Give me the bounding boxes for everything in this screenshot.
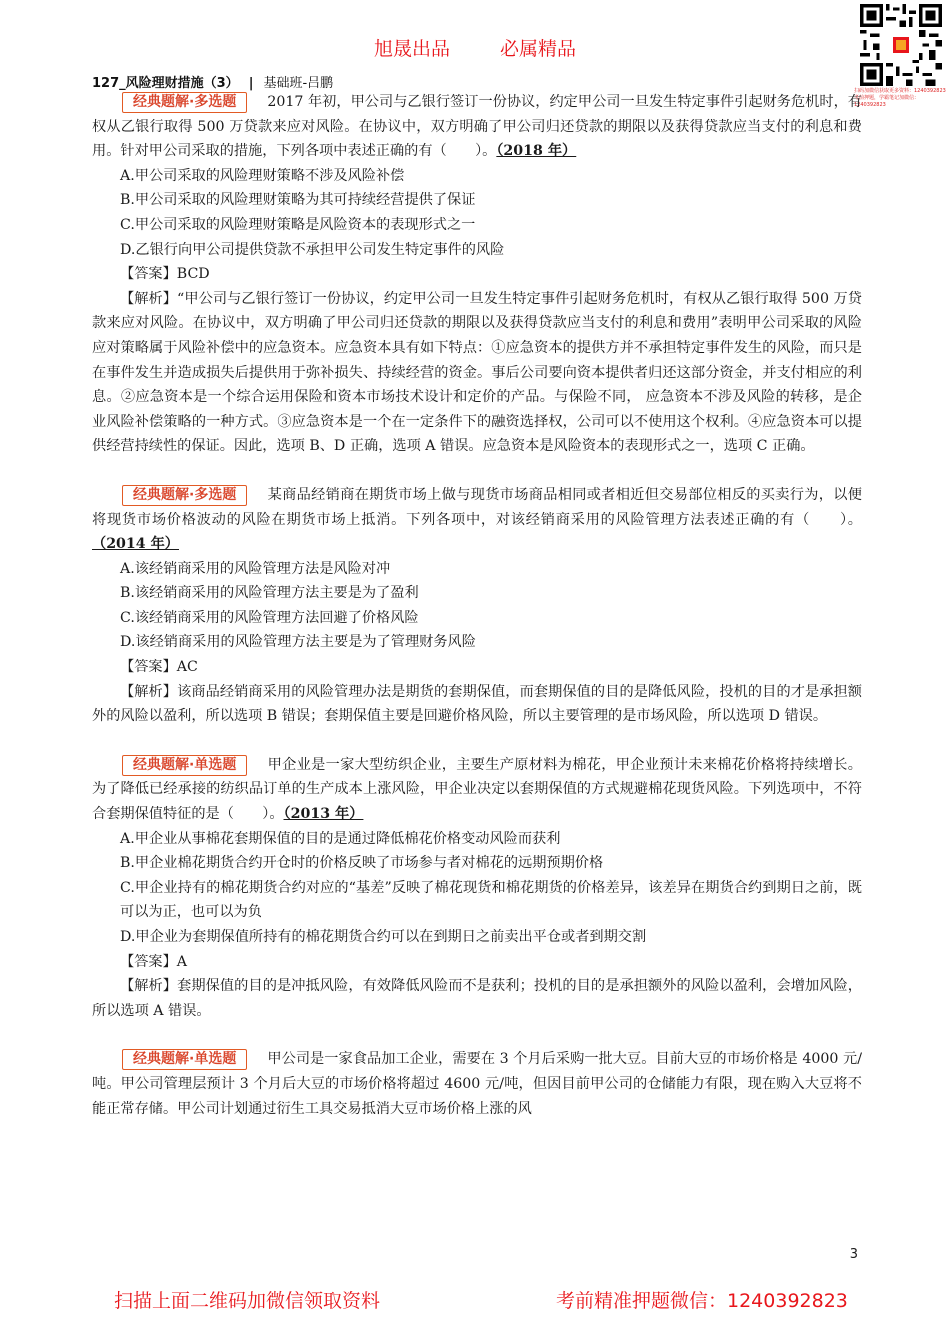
analysis-text: 【解析】“甲公司与乙银行签订一份协议，约定甲公司一旦发生特定事件引起财务危机时，有权从乙银行取得 500 万贷款来应对风险。在协议中，双方明确了甲公司归还贷款的期限以及获得贷款应当支付的利息和费用”表明甲公司采取的风险应对策略属于风险补偿中的应急资本。应急资本具有如下特点：①应急资本的提供方并不承担特定事件发生的风险，而只是在事件发生并造成损失后提供用于弥补损失、持续经营的资金。事后公司要向资本提供者归还这部分资金，并支付相应的利息。②应急资本是一个综合运用保险和资本市场技术设计和定价的产品。与保险不同， 应急资本不涉及风险的转移，是企业风险补偿策略的一种方式。③应急资本是一个在一定条件下的融资选择权，公司可以不使用这个权利。④应急资本可以提供经营持续性的保证。因此，选项 B、D 正确，选项 A 错误。应急资本是风险资本的表现形式之一，选项 C 正确。 [92, 290, 862, 455]
question-year: （2013 年） [283, 806, 364, 823]
question-stem: 经典题解·单选题 甲企业是一家大型纺织企业，主要生产原材料为棉花，甲企业预计未来棉花价格将持续增长。为了降低已经承接的纺织品订单的生产成本上涨风险，甲企业决定以套期保值的方式规避棉花现货风险。下列选项中，不符合套期保值特征的是（ ）。（2013 年） [92, 756, 862, 823]
question-block [92, 1047, 862, 1121]
option-item: C.甲公司采取的风险理财策略是风险资本的表现形式之一 [120, 216, 476, 233]
option-item: D.乙银行向甲公司提供贷款不承担甲公司发生特定事件的风险 [120, 241, 505, 258]
question-tag: 经典题解·单选题 [122, 755, 247, 776]
question-tag: 经典题解·单选题 [122, 1049, 247, 1070]
page-header [92, 72, 333, 91]
question-stem: 经典题解·多选题 某商品经销商在期货市场上做与现货市场商品相同或者相近但交易部位相反的买卖行为，以便将现货市场价格波动的风险在期货市场上抵消。下列各项中，对该经销商采用的风险管理方法表述正确的有（ ）。（2014 年） [92, 486, 862, 553]
analysis-text: 【解析】套期保值的目的是冲抵风险，有效降低风险而不是获利；投机的目的是承担额外的风险以盈利，会增加风险，所以选项 A 错误。 [92, 978, 862, 1019]
document-body [92, 90, 862, 1121]
qr-note: 扫码加微信获取更多资料：1240392823 考前押题，学霸笔记加微信：1240392823 [854, 88, 946, 108]
question-tag: 经典题解·多选题 [122, 485, 247, 506]
answer-line: 【答案】AC [120, 659, 198, 676]
option-item: A.甲企业从事棉花套期保值的目的是通过降低棉花价格变动风险而获利 [120, 830, 561, 847]
option-item: C.甲企业持有的棉花期货合约对应的“基差”反映了棉花现货和棉花期货的价格差异，该差异在期货合约到期日之前，既可以为正，也可以为负 [120, 879, 862, 921]
option-item: D.该经销商采用的风险管理方法主要是为了管理财务风险 [120, 634, 476, 651]
option-item: D.甲企业为套期保值所持有的棉花期货合约可以在到期日之前卖出平仓或者到期交割 [120, 929, 647, 945]
question-stem: 经典题解·单选题 甲公司是一家食品加工企业，需要在 3 个月后采购一批大豆。目前大豆的市场价格是 4000 元/吨。甲公司管理层预计 3 个月后大豆的市场价格将超过 4600 元/吨，但因目前甲公司的仓储能力有限，现在购入大豆将不能正常存储。甲公司计划通过衍生工具交易抵消大豆市场价格上涨的风 [92, 1051, 862, 1117]
page-number: 3 [849, 1247, 858, 1262]
lesson-title: 127_风险理财措施（3） [92, 76, 239, 91]
answer-line: 【答案】A [120, 953, 187, 970]
option-item: A.甲公司采取的风险理财策略不涉及风险补偿 [120, 167, 405, 184]
question-block [92, 753, 862, 1024]
option-item: B.甲公司采取的风险理财策略为其可持续经营提供了保证 [120, 192, 476, 209]
header-separator: | [248, 76, 254, 91]
footer-left-text: 扫描上面二维码加微信领取资料 [114, 1290, 381, 1312]
option-item: C.该经销商采用的风险管理方法回避了价格风险 [120, 609, 419, 626]
answer-line: 【答案】BCD [120, 266, 210, 283]
question-tag: 经典题解·多选题 [122, 92, 247, 113]
question-block [92, 90, 862, 459]
question-stem: 经典题解·多选题 2017 年初，甲公司与乙银行签订一份协议，约定甲公司一旦发生特定事件引起财务危机时，有权从乙银行取得 500 万贷款来应对风险。在协议中，双方明确了甲公司归还贷款的期限以及获得贷款应当支付的利息和费用。针对甲公司采取的措施，下列各项中表述正确的有（ ）。（2018 年） [92, 94, 862, 160]
option-item: A.该经销商采用的风险管理方法是风险对冲 [120, 560, 391, 577]
option-item: B.该经销商采用的风险管理方法主要是为了盈利 [120, 585, 419, 602]
question-block [92, 483, 862, 729]
option-item: B.甲企业棉花期货合约开仓时的价格反映了市场参与者对棉花的远期预期价格 [120, 855, 604, 872]
brand-right: 必属精品 [500, 38, 577, 60]
question-year: （2018 年） [496, 143, 577, 160]
question-year: （2014 年） [92, 536, 179, 553]
analysis-text: 【解析】该商品经销商采用的风险管理办法是期货的套期保值，而套期保值的目的是降低风险，投机的目的才是承担额外的风险以盈利，所以选项 B 错误；套期保值主要是回避价格风险，所以主要管理的是市场风险，所以选项 D 错误。 [92, 683, 862, 725]
brand-banner [0, 34, 950, 61]
footer-right-text: 考前精准押题微信：1240392823 [556, 1290, 848, 1312]
brand-left: 旭晟出品 [373, 38, 450, 60]
course-name: 基础班-吕鹏 [263, 76, 334, 91]
qr-code-icon [860, 4, 942, 86]
